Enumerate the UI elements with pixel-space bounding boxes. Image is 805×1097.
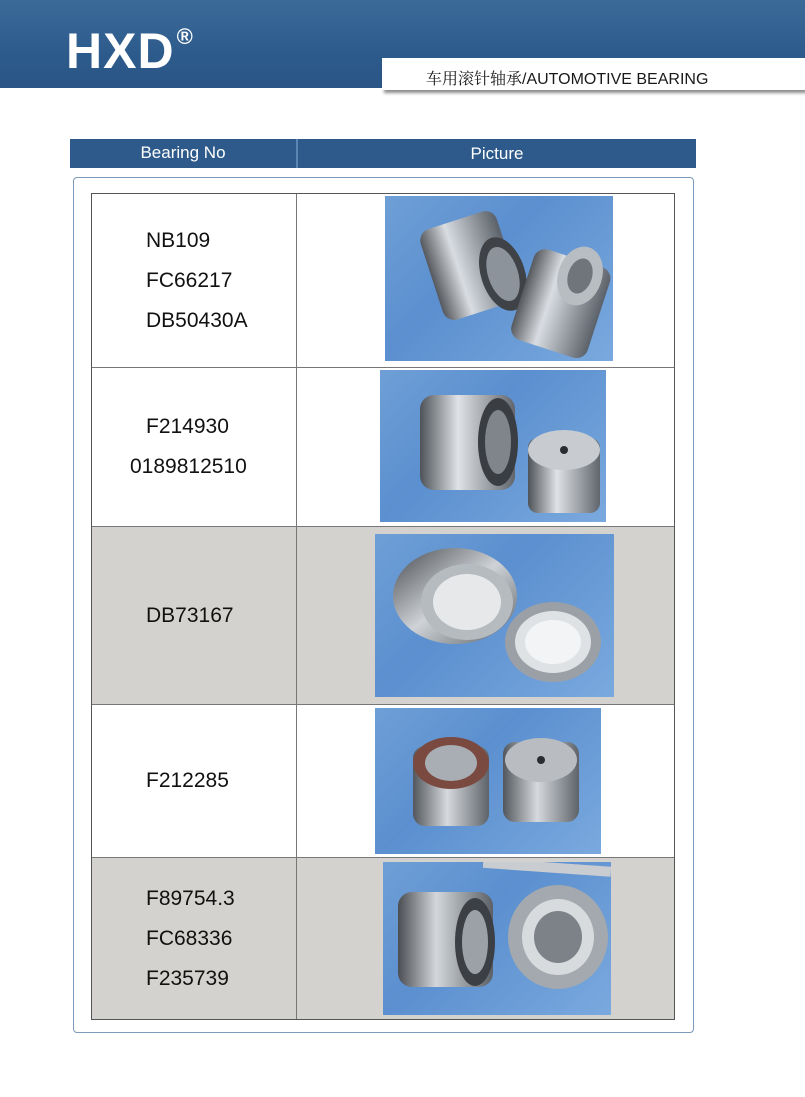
bearing-number: NB109 — [146, 228, 211, 252]
bearing-number: FC66217 — [146, 268, 233, 292]
table-row — [92, 705, 674, 858]
bearing-number: FC68336 — [146, 926, 233, 950]
bearing-photo-illustration — [375, 708, 601, 854]
column-header-picture: Picture — [470, 144, 524, 163]
picture-cell — [297, 527, 674, 704]
product-table — [91, 193, 675, 1020]
category-tab — [382, 58, 805, 90]
bearing-number: DB50430A — [146, 308, 248, 332]
table-row — [92, 858, 674, 1019]
bearing-number-cell — [92, 705, 297, 857]
bearing-photo — [380, 370, 606, 522]
table-header — [70, 139, 696, 168]
bearing-number-cell — [92, 194, 297, 367]
column-header-bearing-no: Bearing No — [70, 139, 298, 168]
bearing-photo-illustration — [385, 196, 613, 361]
bearing-photo-illustration — [380, 370, 606, 522]
bearing-photo — [375, 534, 614, 697]
bearing-photo — [385, 196, 613, 361]
bearing-number-cell — [92, 368, 297, 526]
registered-mark: ® — [176, 24, 194, 50]
bearing-photo-illustration — [383, 862, 611, 1015]
brand-name: HXD — [66, 23, 175, 79]
bearing-number-cell — [92, 858, 297, 1019]
brand-logo — [66, 23, 194, 79]
bearing-photo — [383, 862, 611, 1015]
table-row — [92, 368, 674, 527]
picture-cell — [297, 194, 674, 367]
bearing-photo — [375, 708, 601, 854]
bearing-number: F89754.3 — [146, 886, 235, 910]
picture-cell — [297, 368, 674, 526]
table-row — [92, 194, 674, 368]
bearing-number: DB73167 — [146, 603, 234, 627]
bearing-number: 0189812510 — [130, 455, 247, 478]
picture-cell — [297, 705, 674, 857]
bearing-number-cell — [92, 527, 297, 704]
category-title: 车用滚针轴承/AUTOMOTIVE BEARING — [426, 71, 709, 88]
bearing-number: F235739 — [146, 966, 229, 990]
bearing-number: F214930 — [146, 415, 229, 438]
bearing-photo-illustration — [375, 534, 614, 697]
bearing-number: F212285 — [146, 769, 229, 792]
picture-cell — [297, 858, 674, 1019]
table-row — [92, 527, 674, 705]
